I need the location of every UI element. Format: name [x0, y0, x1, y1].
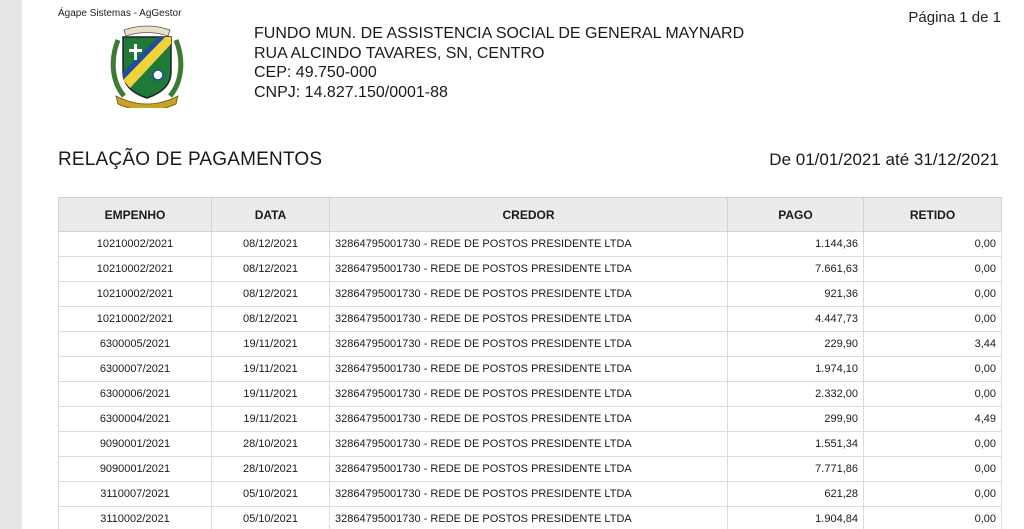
report-period: De 01/01/2021 até 31/12/2021 [769, 150, 999, 169]
cell-credor: 32864795001730 - REDE DE POSTOS PRESIDENTE LTDA [330, 407, 728, 432]
column-header-credor: CREDOR [330, 198, 728, 232]
cell-empenho: 10210002/2021 [59, 282, 212, 307]
cell-empenho: 3110002/2021 [59, 507, 212, 529]
cell-credor: 32864795001730 - REDE DE POSTOS PRESIDENTE LTDA [330, 507, 728, 529]
cell-retido: 0,00 [864, 282, 1002, 307]
cell-pago: 621,28 [728, 482, 864, 507]
cell-retido: 0,00 [864, 257, 1002, 282]
cell-empenho: 6300007/2021 [59, 357, 212, 382]
cell-empenho: 10210002/2021 [59, 232, 212, 257]
cell-credor: 32864795001730 - REDE DE POSTOS PRESIDENTE LTDA [330, 457, 728, 482]
cell-pago: 299,90 [728, 407, 864, 432]
cell-retido: 0,00 [864, 457, 1002, 482]
report-page [22, 0, 1024, 529]
org-name: FUNDO MUN. DE ASSISTENCIA SOCIAL DE GENERAL MAYNARD [254, 25, 745, 42]
organization-info [254, 24, 744, 102]
cell-pago: 7.771,86 [728, 457, 864, 482]
cell-pago: 4.447,73 [728, 307, 864, 332]
column-header-pago: PAGO [728, 198, 864, 232]
table-row [59, 482, 1002, 507]
cell-empenho: 10210002/2021 [59, 257, 212, 282]
cell-empenho: 10210002/2021 [59, 307, 212, 332]
cell-data: 08/12/2021 [212, 232, 330, 257]
cell-retido: 3,44 [864, 332, 1002, 357]
column-header-data: DATA [212, 198, 330, 232]
table-row [59, 282, 1002, 307]
cell-data: 08/12/2021 [212, 257, 330, 282]
cell-retido: 0,00 [864, 482, 1002, 507]
cell-credor: 32864795001730 - REDE DE POSTOS PRESIDENTE LTDA [330, 232, 728, 257]
cell-pago: 1.144,36 [728, 232, 864, 257]
column-header-empenho: EMPENHO [59, 198, 212, 232]
cell-data: 19/11/2021 [212, 382, 330, 407]
table-row [59, 332, 1002, 357]
table-row [59, 457, 1002, 482]
cell-empenho: 3110007/2021 [59, 482, 212, 507]
cell-data: 19/11/2021 [212, 332, 330, 357]
cell-credor: 32864795001730 - REDE DE POSTOS PRESIDENTE LTDA [330, 482, 728, 507]
cell-credor: 32864795001730 - REDE DE POSTOS PRESIDENTE LTDA [330, 257, 728, 282]
cell-data: 19/11/2021 [212, 407, 330, 432]
table-row [59, 432, 1002, 457]
municipal-crest-icon [110, 20, 184, 108]
column-header-retido: RETIDO [864, 198, 1002, 232]
report-title: RELAÇÃO DE PAGAMENTOS [58, 149, 323, 170]
system-name: Ágape Sistemas - AgGestor [58, 8, 182, 19]
cell-credor: 32864795001730 - REDE DE POSTOS PRESIDENTE LTDA [330, 332, 728, 357]
cell-data: 28/10/2021 [212, 432, 330, 457]
cell-pago: 1.551,34 [728, 432, 864, 457]
org-address: RUA ALCINDO TAVARES, SN, CENTRO [254, 44, 545, 62]
cell-pago: 2.332,00 [728, 382, 864, 407]
cell-empenho: 9090001/2021 [59, 432, 212, 457]
cell-empenho: 6300005/2021 [59, 332, 212, 357]
table-row [59, 307, 1002, 332]
cell-credor: 32864795001730 - REDE DE POSTOS PRESIDENTE LTDA [330, 357, 728, 382]
cell-retido: 0,00 [864, 382, 1002, 407]
cell-pago: 7.661,63 [728, 257, 864, 282]
table-row [59, 257, 1002, 282]
cell-credor: 32864795001730 - REDE DE POSTOS PRESIDENTE LTDA [330, 307, 728, 332]
table-row [59, 357, 1002, 382]
cell-credor: 32864795001730 - REDE DE POSTOS PRESIDENTE LTDA [330, 432, 728, 457]
cell-data: 08/12/2021 [212, 307, 330, 332]
table-header-row [59, 198, 1002, 232]
cell-data: 08/12/2021 [212, 282, 330, 307]
cell-empenho: 6300004/2021 [59, 407, 212, 432]
cell-retido: 0,00 [864, 232, 1002, 257]
cell-credor: 32864795001730 - REDE DE POSTOS PRESIDENTE LTDA [330, 382, 728, 407]
cell-data: 28/10/2021 [212, 457, 330, 482]
cell-empenho: 6300006/2021 [59, 382, 212, 407]
cell-pago: 229,90 [728, 332, 864, 357]
cell-data: 05/10/2021 [212, 507, 330, 529]
cell-retido: 0,00 [864, 357, 1002, 382]
table-row [59, 382, 1002, 407]
cell-retido: 0,00 [864, 307, 1002, 332]
table-row [59, 407, 1002, 432]
cell-retido: 4,49 [864, 407, 1002, 432]
table-row [59, 507, 1002, 529]
page-indicator: Página 1 de 1 [908, 9, 1001, 26]
org-cnpj: CNPJ: 14.827.150/0001-88 [254, 83, 448, 101]
cell-pago: 921,36 [728, 282, 864, 307]
cell-pago: 1.974,10 [728, 357, 864, 382]
cell-retido: 0,00 [864, 432, 1002, 457]
viewer-edge [0, 0, 22, 529]
cell-credor: 32864795001730 - REDE DE POSTOS PRESIDENTE LTDA [330, 282, 728, 307]
cell-empenho: 9090001/2021 [59, 457, 212, 482]
org-cep: CEP: 49.750-000 [254, 64, 377, 81]
cell-retido: 0,00 [864, 507, 1002, 529]
cell-pago: 1.904,84 [728, 507, 864, 529]
cell-data: 19/11/2021 [212, 357, 330, 382]
payments-table [58, 197, 1002, 529]
table-row [59, 232, 1002, 257]
cell-data: 05/10/2021 [212, 482, 330, 507]
